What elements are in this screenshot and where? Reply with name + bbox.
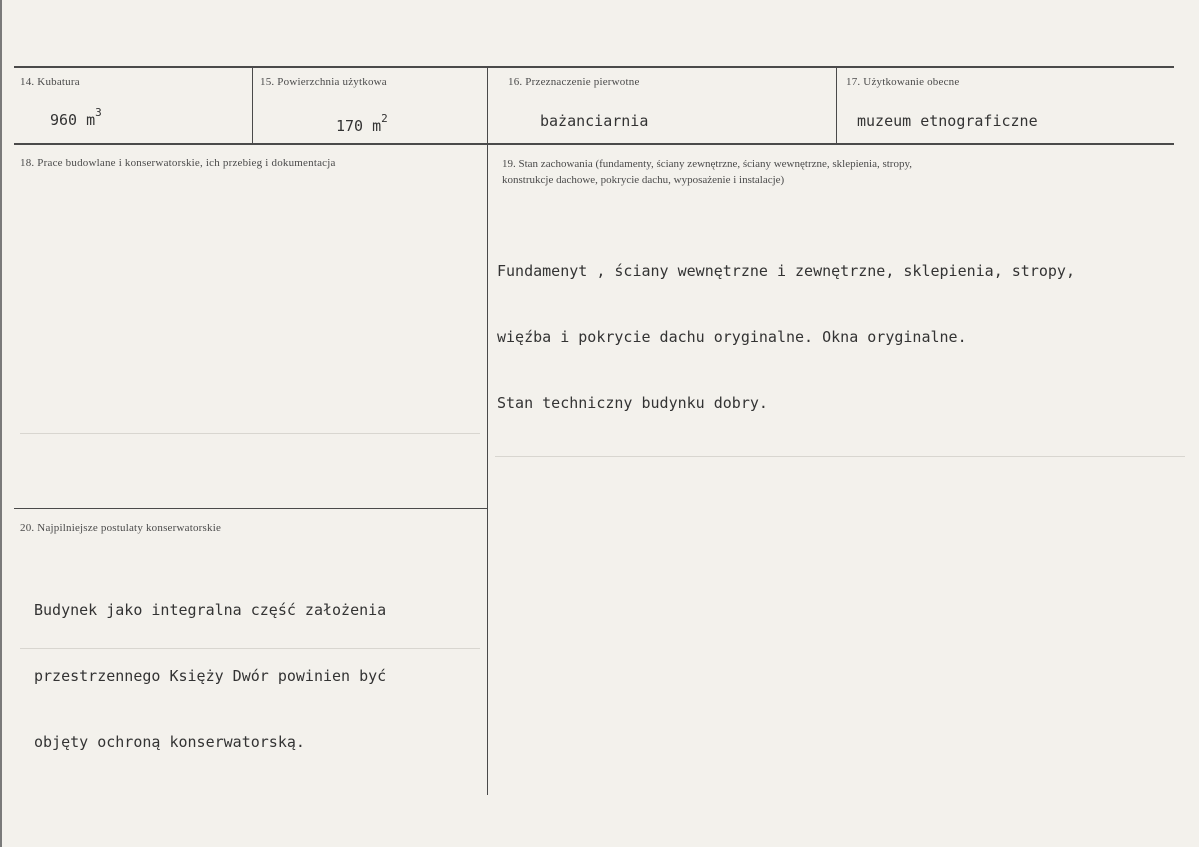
- divider-14-15: [252, 68, 253, 144]
- stan-zachowania-line: więźba i pokrycie dachu oryginalne. Okna oryginalne.: [497, 328, 967, 346]
- kubatura-value: [50, 106, 102, 129]
- uzytkowanie-value: muzeum etnograficzne: [857, 112, 1038, 130]
- kubatura-unit-exponent: 3: [95, 106, 102, 119]
- przeznaczenie-value: bażanciarnia: [540, 112, 649, 130]
- powierzchnia-unit-exponent: 2: [381, 112, 388, 125]
- stan-zachowania-line: Fundamenyt , ściany wewnętrzne i zewnętrzne, sklepienia, stropy,: [497, 262, 1075, 280]
- stan-zachowania-text: [497, 216, 1075, 436]
- stan-zachowania-line: Stan techniczny budynku dobry.: [497, 394, 768, 412]
- stan-zachowania-label-line2: konstrukcje dachowe, pokrycie dachu, wyposażenie i instalacje): [502, 174, 785, 186]
- kubatura-number: 960 m: [50, 111, 96, 129]
- uzytkowanie-label: 17. Użytkowanie obecne: [846, 76, 960, 88]
- stan-zachowania-label-line1: 19. Stan zachowania (fundamenty, ściany zewnętrzne, ściany wewnętrzne, sklepienia, stropy,: [502, 158, 913, 170]
- prace-budowlane-label: 18. Prace budowlane i konserwatorskie, ich przebieg i dokumentacja: [20, 157, 336, 169]
- powierzchnia-value: [336, 112, 388, 135]
- main-column-divider: [487, 144, 488, 795]
- scan-line: [495, 456, 1185, 457]
- top-rule: [14, 66, 1174, 68]
- kubatura-label: 14. Kubatura: [20, 76, 80, 88]
- scan-line: [20, 433, 480, 434]
- stan-zachowania-label: [502, 156, 1142, 188]
- postulaty-line: objęty ochroną konserwatorską.: [34, 733, 305, 751]
- powierzchnia-label: 15. Powierzchnia użytkowa: [260, 76, 387, 88]
- postulaty-label: 20. Najpilniejsze postulaty konserwatorskie: [20, 522, 222, 534]
- postulaty-text: [34, 555, 386, 775]
- powierzchnia-number: 170 m: [336, 117, 382, 135]
- postulaty-line: przestrzennego Księży Dwór powinien być: [34, 667, 387, 685]
- row1-bottom-rule: [14, 143, 1174, 145]
- postulaty-line: Budynek jako integralna część założenia: [34, 601, 387, 619]
- przeznaczenie-label: 16. Przeznaczenie pierwotne: [508, 76, 640, 88]
- divider-15-16: [487, 68, 488, 144]
- field20-top-rule: [14, 508, 488, 509]
- divider-16-17: [836, 68, 837, 144]
